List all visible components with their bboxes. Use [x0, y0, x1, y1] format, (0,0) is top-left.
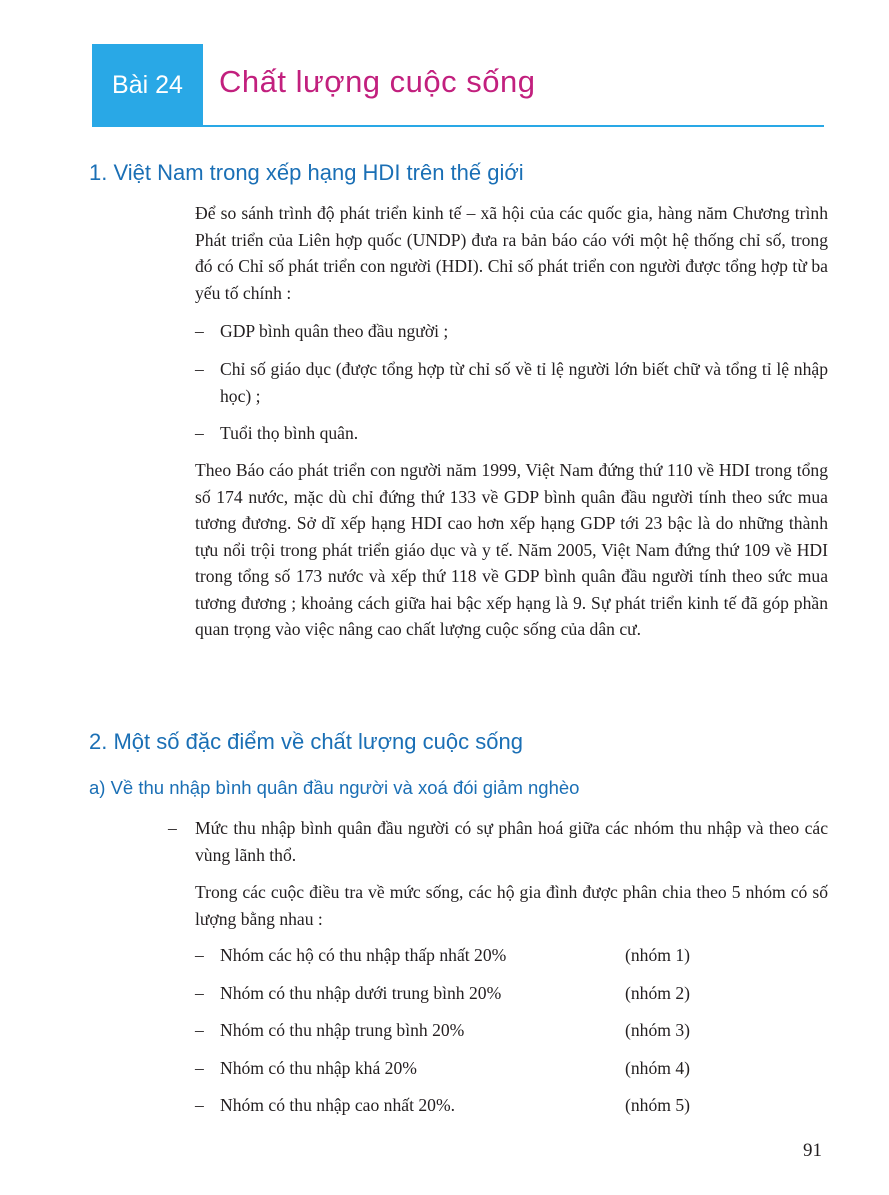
- dash-marker: –: [195, 1095, 204, 1115]
- list-item: [195, 356, 828, 409]
- page-number: 91: [803, 1140, 822, 1161]
- section-1-intro: Để so sánh trình độ phát triển kinh tế – xã hội của các quốc gia, hàng năm Chương trình Phát triển của Liên hợp quốc (UNDP) đưa ra bản báo cáo với một hệ thống chỉ số, trong đó có Chỉ số phát triển con người (HDI). Chỉ số phát triển con người được tổng hợp từ ba yếu tố chính :: [195, 203, 828, 303]
- dash-marker: –: [195, 983, 204, 1003]
- group-note: (nhóm 2): [625, 983, 690, 1003]
- dash-marker: –: [195, 359, 204, 379]
- survey-text: Trong các cuộc điều tra về mức sống, các hộ gia đình được phân chia theo 5 nhóm có số lượng bằng nhau :: [195, 882, 828, 929]
- group-label: Nhóm có thu nhập dưới trung bình 20%: [220, 983, 502, 1003]
- list-item: [195, 420, 828, 447]
- group-note: (nhóm 3): [625, 1020, 690, 1040]
- group-note: (nhóm 1): [625, 945, 690, 965]
- group-note: (nhóm 4): [625, 1058, 690, 1078]
- bullet-text: GDP bình quân theo đầu người ;: [220, 321, 449, 341]
- group-label: Nhóm có thu nhập khá 20%: [220, 1058, 417, 1078]
- list-item: [195, 318, 828, 345]
- section-2-heading: 2. Một số đặc điểm về chất lượng cuộc sống: [89, 729, 523, 754]
- group-label: Nhóm các hộ có thu nhập thấp nhất 20%: [220, 945, 507, 965]
- title-underline: [92, 125, 824, 127]
- bullet-text: Chỉ số giáo dục (được tổng hợp từ chỉ số về tỉ lệ người lớn biết chữ và tổng tỉ lệ nhập học) ;: [220, 359, 828, 406]
- list-item: [168, 815, 828, 868]
- dash-marker: –: [195, 1020, 204, 1040]
- lesson-title: Chất lượng cuộc sống: [219, 64, 536, 99]
- dash-marker: –: [195, 321, 204, 341]
- subsection-a-heading: a) Về thu nhập bình quân đầu người và xoá đói giảm nghèo: [89, 777, 580, 798]
- group-label: Nhóm có thu nhập cao nhất 20%.: [220, 1095, 456, 1115]
- group-note: (nhóm 5): [625, 1095, 690, 1115]
- section-1-heading: 1. Việt Nam trong xếp hạng HDI trên thế giới: [89, 160, 524, 185]
- dash-marker: –: [168, 818, 177, 838]
- dash-marker: –: [195, 1058, 204, 1078]
- bullet-text: Mức thu nhập bình quân đầu người có sự phân hoá giữa các nhóm thu nhập và theo các vùng lãnh thổ.: [195, 818, 828, 865]
- group-label: Nhóm có thu nhập trung bình 20%: [220, 1020, 465, 1040]
- dash-marker: –: [195, 945, 204, 965]
- section-1-body: Theo Báo cáo phát triển con người năm 1999, Việt Nam đứng thứ 110 về HDI trong tổng số 174 nước, mặc dù chỉ đứng thứ 133 về GDP bình quân đầu người tính theo sức mua tương đương. Sở dĩ xếp hạng HDI cao hơn xếp hạng GDP tới 23 bậc là do những thành tựu nổi trội trong phát triển giáo dục và y tế. Năm 2005, Việt Nam đứng thứ 109 về HDI trong tổng số 173 nước và xếp thứ 118 về GDP bình quân đầu người tính theo sức mua tương đương ; khoảng cách giữa hai bậc xếp hạng là 9. Sự phát triển kinh tế đã góp phần quan trọng vào việc nâng cao chất lượng cuộc sống của dân cư.: [195, 460, 828, 639]
- bullet-text: Tuổi thọ bình quân.: [220, 423, 359, 443]
- lesson-badge: Bài 24: [92, 44, 203, 126]
- dash-marker: –: [195, 423, 204, 443]
